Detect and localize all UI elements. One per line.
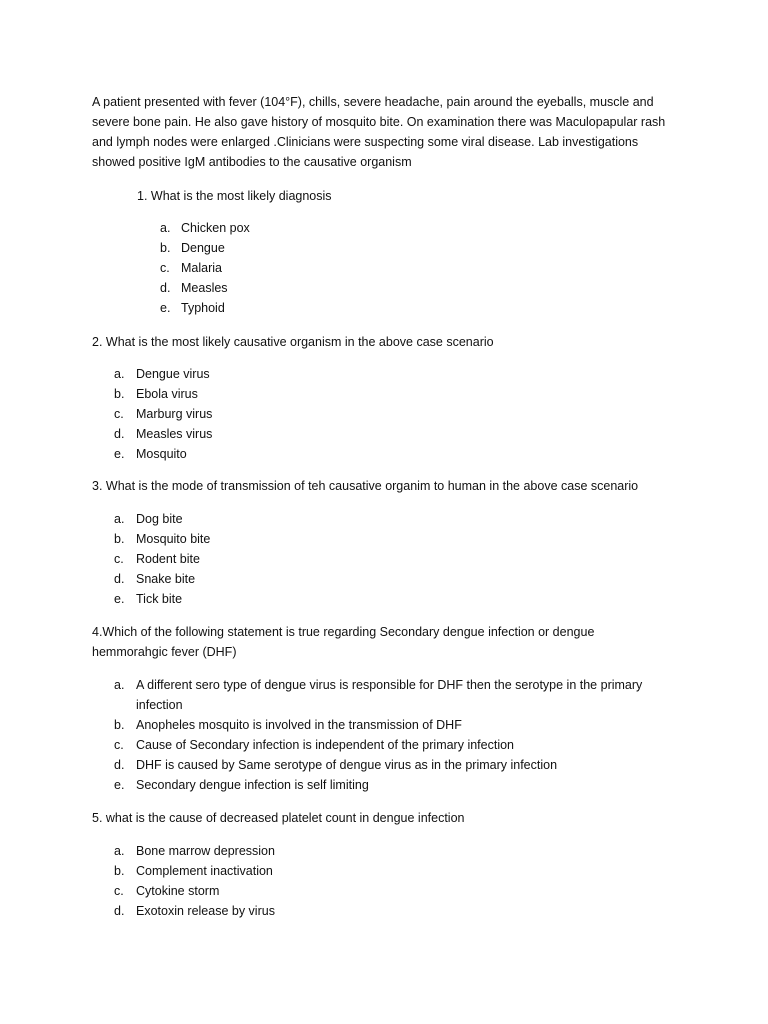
option-letter: e.	[160, 301, 171, 315]
option-text: Dengue virus	[136, 367, 210, 381]
option-text: Cytokine storm	[136, 884, 220, 898]
option-text: infection	[136, 698, 183, 712]
question-text: 5. what is the cause of decreased platelet count in dengue infection	[92, 811, 465, 825]
case-line: severe bone pain. He also gave history of mosquito bite. On examination there was Maculopapular rash	[92, 115, 666, 129]
option-letter: a.	[114, 678, 125, 692]
option-text: Snake bite	[136, 572, 196, 586]
case-line: A patient presented with fever (104°F), chills, severe headache, pain around the eyeballs, muscle and	[92, 95, 654, 109]
option-text: Marburg virus	[136, 407, 213, 421]
option-letter: c.	[114, 407, 124, 421]
option-letter: a.	[114, 512, 125, 526]
option-text: Measles virus	[136, 427, 213, 441]
option-letter: c.	[160, 261, 170, 275]
option-letter: c.	[114, 738, 124, 752]
option-text: Typhoid	[181, 301, 225, 315]
question-text: 2. What is the most likely causative organism in the above case scenario	[92, 335, 494, 349]
option-text: Malaria	[181, 261, 222, 275]
case-line: and lymph nodes were enlarged .Clinicians were suspecting some viral disease. Lab investigations	[92, 135, 639, 149]
option-text: Mosquito bite	[136, 532, 211, 546]
option-text: Chicken pox	[181, 221, 250, 235]
option-text: Bone marrow depression	[136, 844, 275, 858]
option-text: Mosquito	[136, 447, 187, 461]
option-letter: d.	[160, 281, 171, 295]
option-text: DHF is caused by Same serotype of dengue virus as in the primary infection	[136, 758, 558, 772]
option-text: Rodent bite	[136, 552, 200, 566]
option-text: A different sero type of dengue virus is responsible for DHF then the serotype in the primary	[136, 678, 643, 692]
option-letter: e.	[114, 778, 125, 792]
option-letter: a.	[114, 367, 125, 381]
option-letter: d.	[114, 427, 125, 441]
question-text: 1. What is the most likely diagnosis	[137, 189, 332, 203]
option-text: Ebola virus	[136, 387, 198, 401]
option-letter: a.	[160, 221, 171, 235]
option-text: Measles	[181, 281, 228, 295]
question-text: hemmorahgic fever (DHF)	[92, 645, 237, 659]
option-letter: b.	[114, 864, 125, 878]
option-letter: d.	[114, 572, 125, 586]
option-letter: b.	[114, 387, 125, 401]
option-letter: d.	[114, 904, 125, 918]
option-text: Dog bite	[136, 512, 183, 526]
option-letter: b.	[114, 718, 125, 732]
option-letter: a.	[114, 844, 125, 858]
option-letter: d.	[114, 758, 125, 772]
question-text: 4.Which of the following statement is true regarding Secondary dengue infection or dengue	[92, 625, 595, 639]
option-text: Secondary dengue infection is self limiting	[136, 778, 369, 792]
option-letter: e.	[114, 447, 125, 461]
option-letter: b.	[114, 532, 125, 546]
option-letter: e.	[114, 592, 125, 606]
option-text: Tick bite	[136, 592, 183, 606]
option-text: Anopheles mosquito is involved in the transmission of DHF	[136, 718, 462, 732]
option-text: Exotoxin release by virus	[136, 904, 275, 918]
option-letter: c.	[114, 552, 124, 566]
option-letter: c.	[114, 884, 124, 898]
option-text: Dengue	[181, 241, 225, 255]
question-text: 3. What is the mode of transmission of teh causative organim to human in the above case scenario	[92, 479, 639, 493]
case-line: showed positive IgM antibodies to the causative organism	[92, 155, 412, 169]
option-text: Complement inactivation	[136, 864, 273, 878]
option-letter: b.	[160, 241, 171, 255]
option-text: Cause of Secondary infection is independent of the primary infection	[136, 738, 515, 752]
